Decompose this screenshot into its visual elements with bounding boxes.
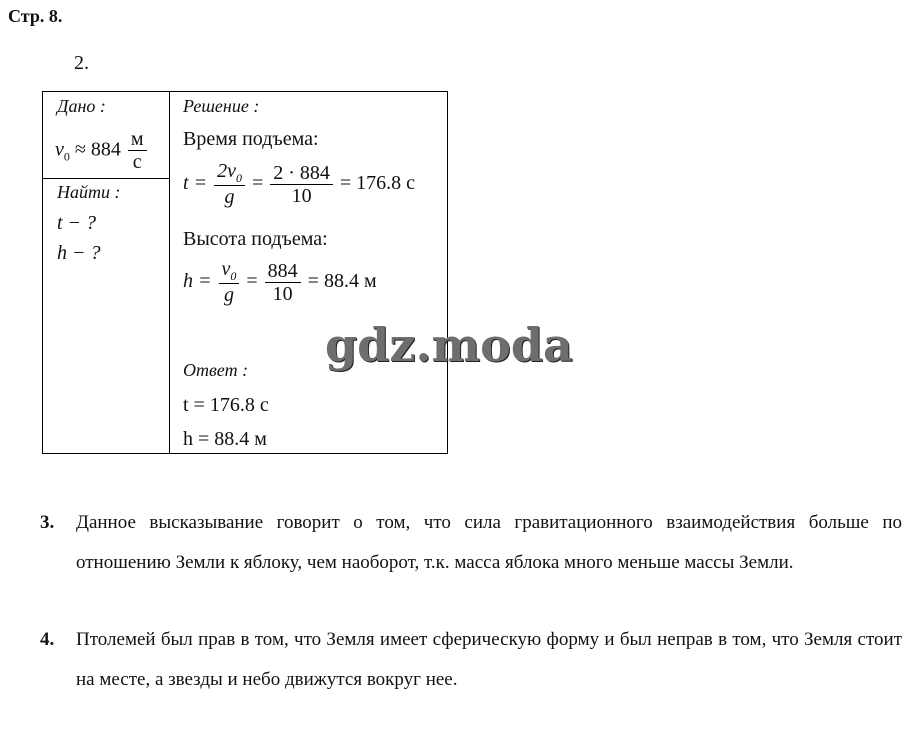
unit-denominator: с — [132, 151, 142, 173]
unit-numerator: м — [128, 128, 147, 151]
time-fraction-numeric — [270, 162, 333, 208]
solution-header: Решение : — [183, 96, 260, 116]
time-formula — [183, 160, 415, 209]
height-frac2-num: 884 — [265, 260, 301, 283]
time-result: = 176.8 с — [339, 172, 416, 195]
task-table — [42, 91, 448, 454]
answer-header: Ответ : — [183, 360, 249, 380]
find-item-h: h − ? — [57, 242, 101, 264]
watermark: gdz.moda — [325, 318, 573, 372]
time-fraction-symbolic — [214, 160, 245, 209]
paragraph-4-text: Птолемей был прав в том, что Земля имеет сферическую форму и был неправ в том, что Земля стоит на месте, а звезды и небо движутся вокруг нее. — [76, 629, 902, 690]
find-header: Найти : — [57, 182, 121, 202]
answer-t: t = 176.8 с — [183, 394, 269, 416]
table-divider-vertical — [169, 92, 170, 453]
height-fraction-numeric — [265, 260, 301, 306]
time-lhs: t = — [183, 172, 208, 195]
time-frac1-den: g — [224, 186, 235, 209]
page-label: Стр. 8. — [8, 6, 63, 26]
velocity-unit — [128, 128, 147, 174]
find-item-t: t − ? — [57, 212, 97, 234]
time-frac1-num: 2v — [217, 160, 236, 182]
problem-number: 2. — [74, 52, 89, 74]
paragraph-4-number: 4. — [40, 629, 55, 650]
time-eq1: = — [251, 172, 264, 195]
time-frac2-num: 2 · 884 — [270, 162, 333, 185]
time-frac2-den: 10 — [291, 184, 312, 207]
velocity-value: ≈ 884 — [74, 138, 121, 161]
time-frac1-num-sub: 0 — [235, 171, 242, 185]
paragraph-3-text: Данное высказывание говорит о том, что сила гравитационного взаимодействия больше по отношению Земли к яблоку, чем наоборот, т.к. масса яблока много меньше массы Земли. — [76, 512, 902, 573]
velocity-subscript: 0 — [63, 149, 70, 164]
height-frac1-den: g — [223, 284, 234, 307]
height-frac1-num-sub: 0 — [230, 269, 237, 283]
paragraph-3 — [40, 503, 902, 583]
height-eq1: = — [246, 270, 258, 293]
time-label: Время подъема: — [183, 128, 319, 150]
height-lhs: h = — [183, 270, 212, 293]
table-divider-horizontal — [43, 178, 170, 179]
given-velocity — [55, 128, 149, 174]
height-frac1-num: v — [221, 258, 231, 280]
paragraph-4 — [40, 620, 902, 700]
height-frac2-den: 10 — [272, 282, 293, 305]
answer-h: h = 88.4 м — [183, 428, 267, 450]
height-result: = 88.4 м — [307, 270, 377, 293]
height-label: Высота подъема: — [183, 228, 328, 250]
height-fraction-symbolic — [219, 258, 240, 307]
paragraph-3-number: 3. — [40, 512, 55, 533]
velocity-symbol: v — [55, 138, 64, 161]
given-header: Дано : — [57, 96, 106, 116]
height-formula — [183, 258, 377, 307]
